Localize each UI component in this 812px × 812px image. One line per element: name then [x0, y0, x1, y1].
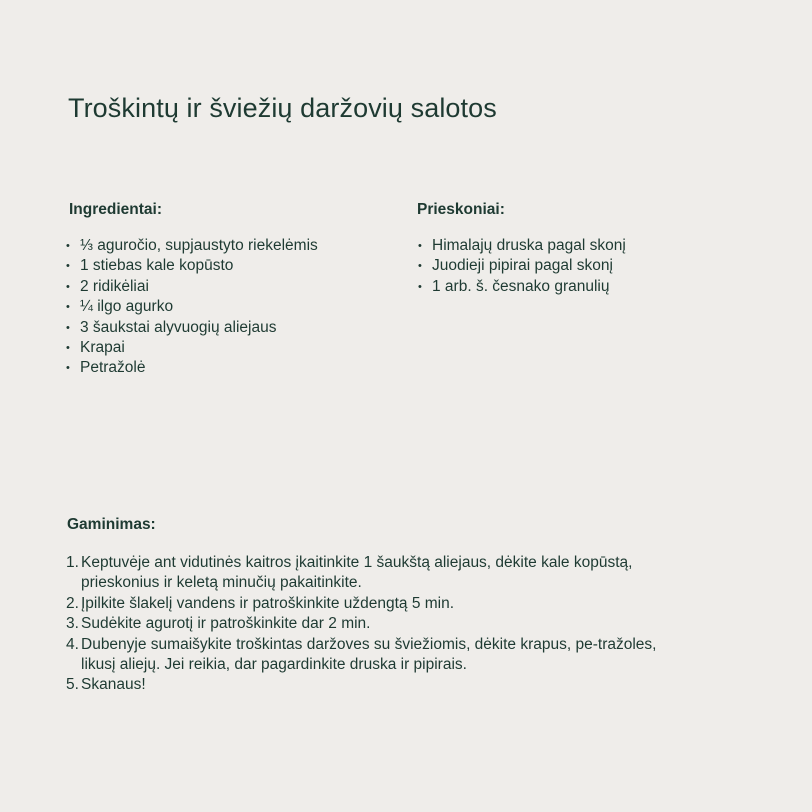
method-step: 4. Dubenyje sumaišykite troškintas daržoves su šviežiomis, dėkite krapus, pe-tražoles, likusį aliejų. Jei reikia, dar pagardinkite druska ir pipirais.	[66, 635, 657, 674]
method-step: 1. Keptuvėje ant vidutinės kaitros įkaitinkite 1 šaukštą aliejaus, dėkite kale kopūstą, prieskonius ir keletą minučių pakaitinkite.	[66, 554, 633, 592]
spice-item: • Himalajų druska pagal skonį	[418, 236, 626, 256]
spice-item: • Juodieji pipirai pagal skonį	[418, 256, 626, 276]
ingredients-heading: Ingredientai:	[69, 201, 163, 218]
method-heading: Gaminimas:	[67, 516, 156, 533]
method-step: 5. Skanaus!	[66, 676, 146, 694]
recipe-title: Troškintų ir šviežių daržovių salotos	[68, 93, 497, 123]
ingredient-item: • ⅓ aguročio, supjaustyto riekelėmis	[66, 236, 318, 256]
ingredient-item: • Krapai	[66, 338, 318, 358]
ingredient-item: • Petražolė	[66, 358, 318, 378]
ingredient-item: • 1 stiebas kale kopūsto	[66, 256, 318, 276]
method-step: 3. Sudėkite agurotį ir patroškinkite dar 2 min.	[66, 615, 371, 633]
method-steps	[66, 553, 686, 696]
ingredient-item: • 3 šaukstai alyvuogių aliejaus	[66, 318, 318, 338]
ingredient-item: • ¼ ilgo agurko	[66, 297, 318, 317]
ingredients-list	[66, 236, 318, 379]
method-step: 2. Įpilkite šlakelį vandens ir patroškinkite uždengtą 5 min.	[66, 594, 455, 612]
spice-item: • 1 arb. š. česnako granulių	[418, 277, 626, 297]
spices-heading: Prieskoniai:	[417, 201, 505, 218]
ingredient-item: • 2 ridikėliai	[66, 277, 318, 297]
spices-list	[418, 236, 626, 297]
